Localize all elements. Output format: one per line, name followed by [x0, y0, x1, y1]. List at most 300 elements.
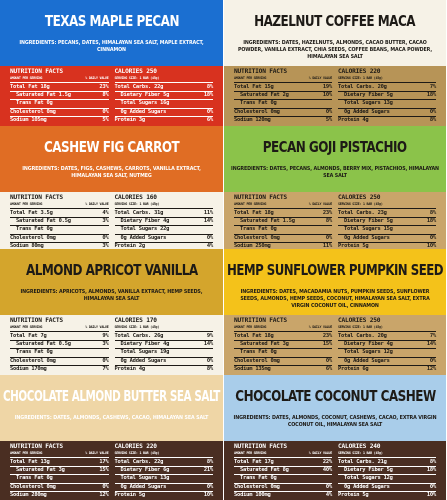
calories-heading: [338, 195, 436, 209]
nutrition-right-column: [115, 444, 214, 500]
nutrient-label: Cholesterol 0mg: [234, 108, 280, 115]
nutrient-label: Total Carbs. 22g: [114, 459, 164, 465]
nutrient-value: 6%: [206, 116, 213, 123]
calories-value: CALORIES 220: [114, 443, 157, 450]
product-header: [224, 249, 446, 315]
product-panel: [0, 0, 224, 126]
nutrient-value: 3%: [102, 218, 109, 225]
nutrient-value: 11%: [322, 242, 332, 249]
product-header: [0, 126, 223, 192]
nutrition-row: [10, 226, 109, 234]
nutrient-label: Dietary Fiber 6g: [120, 467, 170, 474]
nutrition-row: [115, 92, 214, 100]
serving-size: SERVING SIZE: 1 BAR (45g): [114, 451, 160, 455]
nutrient-value: 4%: [206, 242, 213, 249]
nutrient-value: 17%: [99, 459, 109, 465]
nutrient-label: Total Carbs. 20g: [338, 84, 387, 90]
ingredients-text: INGREDIENTS: DATES, HAZELNUTS, ALMONDS, CACAO BUTTER, CACAO POWDER, VANILLA EXTRACT, CHIA SEEDS, COFFEE BEANS, MACA POWDER, HIMALAYAN SEA SALT: [237, 40, 433, 60]
nutrient-label: Cholesterol 0mg: [10, 108, 56, 115]
nutrient-label: 0g Added Sugars: [120, 357, 167, 364]
nutrition-left-column: [10, 318, 109, 375]
product-title: HAZELNUT COFFEE MACA: [254, 12, 416, 30]
nutrition-row: [234, 92, 332, 100]
nutrition-row: [234, 210, 332, 218]
nutrition-row: [10, 117, 109, 124]
nutrition-row: [338, 210, 436, 218]
nutrient-value: 0%: [102, 108, 109, 115]
nutrient-label: Protein 2g: [114, 242, 145, 249]
nutrient-value: 18%: [426, 92, 436, 99]
nutrient-label: Protein 3g: [114, 116, 145, 123]
nutrient-value: 10%: [203, 491, 213, 498]
nutrition-row: [115, 349, 214, 357]
nutrient-label: Cholesterol 0mg: [234, 357, 280, 364]
nutrition-heading: [10, 444, 109, 458]
nutrition-row: [115, 358, 214, 366]
nutrient-value: 21%: [203, 467, 213, 474]
product-title: CHOCOLATE ALMOND BUTTER SEA SALT: [3, 387, 220, 405]
nutrient-value: 0%: [206, 357, 213, 364]
ingredients-text: INGREDIENTS: DATES, MACADAMIA NUTS, PUMPKIN SEEDS, SUNFLOWER SEEDS, ALMONDS, HEMP SEEDS, COCONUT, HIMALAYAN SEA SALT, EXTRA VIRGIN COCONUT OIL, CINNAMON: [240, 289, 430, 309]
nutrient-label: Dietary Fiber 5g: [120, 92, 170, 99]
nutrient-label: Protein 6g: [338, 365, 369, 372]
ingredients-text: INGREDIENTS: DATES, FIGS, CASHEWS, CARROTS, VANILLA EXTRACT, HIMALAYAN SEA SALT, NUTMEG: [22, 166, 201, 179]
nutrient-label: Total Fat 3.5g: [10, 210, 53, 216]
serving-size: SERVING SIZE: 1 BAR (45g): [114, 325, 160, 329]
nutrient-label: Saturated Fat 3g: [16, 467, 65, 474]
nutrient-label: Cholesterol 0mg: [10, 234, 56, 241]
product-panel: [224, 375, 447, 500]
nutrient-value: 14%: [203, 341, 213, 348]
nutrient-label: Total Sugars 13g: [120, 475, 170, 482]
nutrition-right-column: [115, 318, 214, 375]
nutrient-value: 0%: [206, 483, 213, 490]
nutrition-row: [115, 341, 214, 349]
nutrient-label: Saturated Fat 0.5g: [16, 218, 71, 225]
nutrition-right-column: [338, 69, 436, 126]
nutrient-label: Sodium 280mg: [10, 491, 47, 498]
ingredients-text: INGREDIENTS: APRICOTS, ALMONDS, VANILLA EXTRACT, HEMP SEEDS, HIMALAYAN SEA SALT: [20, 289, 203, 302]
nutrient-label: Sodium 120mg: [234, 116, 271, 123]
nutrient-value: 3%: [102, 341, 109, 348]
nutrition-row: [115, 226, 214, 234]
nutrient-value: 14%: [426, 341, 436, 348]
calories-value: CALORIES 170: [114, 317, 157, 324]
nutrition-row: [338, 459, 436, 467]
nutrition-row: [338, 349, 436, 357]
nutrient-value: 3%: [102, 242, 109, 249]
nutrient-label: Trans Fat 0g: [16, 349, 53, 356]
nutrient-label: Total Sugars 12g: [344, 475, 393, 482]
nutrition-row: [234, 349, 332, 357]
nutrition-row: [115, 459, 214, 467]
nutrient-label: 0g Added Sugars: [344, 234, 390, 241]
nutrient-label: Cholesterol 0mg: [234, 483, 280, 490]
nutrient-value: 6%: [325, 365, 332, 372]
nutrition-row: [10, 492, 109, 499]
amount-per-serving: AMOUNT PER SERVING: [10, 325, 43, 329]
nutrition-row: [338, 109, 436, 117]
nutrient-label: Total Sugars 13g: [344, 100, 393, 107]
nutrient-label: 0g Added Sugars: [344, 108, 390, 115]
nutrient-value: 10%: [426, 242, 436, 249]
nutrient-label: Saturated Fat 0.5g: [16, 341, 71, 348]
calories-value: CALORIES 160: [114, 194, 157, 201]
nutrition-row: [234, 235, 332, 243]
calories-value: CALORIES 240: [338, 443, 381, 450]
nutrient-label: Protein 4g: [114, 365, 145, 372]
nutrition-row: [10, 341, 109, 349]
nutrition-facts-title: NUTRITION FACTS: [10, 317, 63, 324]
nutrient-value: 23%: [99, 84, 109, 90]
nutrition-row: [338, 475, 436, 483]
daily-value-label: % DAILY VALUE: [85, 202, 109, 206]
nutrition-row: [234, 226, 332, 234]
product-header: [0, 249, 223, 315]
nutrient-label: Protein 5g: [338, 242, 369, 249]
nutrient-label: Saturated Fat 1.5g: [16, 92, 71, 99]
amount-per-serving: AMOUNT PER SERVING: [234, 76, 267, 80]
nutrient-value: 23%: [322, 333, 332, 339]
nutrition-row: [338, 467, 436, 475]
nutrient-value: 18%: [203, 92, 213, 99]
nutrition-left-column: [10, 69, 109, 126]
nutrition-row: [234, 117, 332, 124]
nutrition-facts: [0, 315, 223, 375]
serving-size: SERVING SIZE: 1 BAR (45g): [338, 325, 383, 329]
nutrient-label: Total Fat 18g: [234, 333, 274, 339]
calories-value: CALORIES 250: [338, 317, 381, 324]
nutrient-value: 4%: [325, 491, 332, 498]
nutrition-facts: [224, 441, 446, 500]
calories-value: CALORIES 250: [114, 68, 157, 75]
nutrient-value: 11%: [203, 210, 213, 216]
nutrient-label: Dietary Fiber 5g: [344, 467, 393, 474]
nutrition-left-column: [234, 318, 332, 375]
nutrition-row: [115, 492, 214, 499]
daily-value-label: % DAILY VALUE: [85, 76, 109, 80]
product-header: [224, 375, 446, 441]
nutrition-row: [338, 226, 436, 234]
ingredients-text: INGREDIENTS: DATES, ALMONDS, CASHEWS, CACAO, HIMALAYAN SEA SALT: [14, 415, 209, 421]
nutrition-facts: [0, 441, 223, 500]
nutrient-label: 0g Added Sugars: [120, 234, 167, 241]
nutrition-right-column: [115, 195, 214, 249]
nutrient-label: Trans Fat 0g: [240, 475, 277, 482]
nutrient-label: 0g Added Sugars: [120, 108, 167, 115]
nutrition-row: [234, 109, 332, 117]
nutrient-label: Total Fat 7g: [10, 333, 47, 339]
nutrition-row: [234, 475, 332, 483]
nutrient-value: 14%: [203, 218, 213, 225]
nutrient-label: Total Fat 18g: [234, 210, 274, 216]
nutrient-label: Total Sugars 22g: [120, 226, 170, 233]
nutrition-right-column: [338, 444, 436, 500]
nutrient-label: Saturated Fat 2g: [240, 92, 289, 99]
nutrient-label: Dietary Fiber 4g: [344, 341, 393, 348]
product-header: [0, 375, 223, 441]
calories-value: CALORIES 250: [338, 194, 381, 201]
nutrition-row: [338, 341, 436, 349]
nutrition-row: [338, 84, 436, 92]
nutrition-row: [234, 100, 332, 108]
nutrient-label: Dietary Fiber 4g: [120, 218, 170, 225]
nutrient-value: 0%: [206, 108, 213, 115]
nutrient-label: Sodium 80mg: [10, 242, 44, 249]
nutrition-row: [115, 366, 214, 373]
calories-heading: [115, 69, 214, 83]
nutrition-row: [338, 92, 436, 100]
amount-per-serving: AMOUNT PER SERVING: [234, 202, 267, 206]
serving-size: SERVING SIZE: 1 BAR (45g): [114, 76, 160, 80]
nutrient-label: Total Fat 13g: [10, 459, 50, 465]
nutrition-left-column: [10, 195, 109, 249]
nutrient-label: Sodium 100mg: [234, 491, 271, 498]
nutrient-value: 0%: [429, 108, 436, 115]
nutrition-row: [10, 475, 109, 483]
nutrition-row: [10, 366, 109, 373]
nutrition-row: [115, 210, 214, 218]
product-header: [224, 0, 446, 66]
nutrient-value: 0%: [325, 357, 332, 364]
nutrition-row: [10, 109, 109, 117]
product-panel: [224, 0, 447, 126]
nutrient-label: Saturated Fat 3g: [240, 341, 289, 348]
nutrition-row: [10, 333, 109, 341]
nutrition-facts: [224, 315, 446, 375]
nutrition-left-column: [234, 195, 332, 249]
daily-value-label: % DAILY VALUE: [85, 451, 109, 455]
calories-heading: [115, 318, 214, 332]
nutrient-label: Total Carbs. 26g: [114, 333, 164, 339]
amount-per-serving: AMOUNT PER SERVING: [234, 451, 267, 455]
nutrition-row: [10, 349, 109, 357]
nutrition-facts-title: NUTRITION FACTS: [10, 443, 63, 450]
nutrition-row: [338, 100, 436, 108]
nutrient-label: 0g Added Sugars: [344, 357, 390, 364]
nutrient-value: 40%: [322, 467, 332, 474]
nutrition-row: [234, 333, 332, 341]
nutrient-value: 8%: [429, 116, 436, 123]
nutrition-facts: [0, 66, 223, 126]
calories-heading: [338, 318, 436, 332]
nutrient-label: Cholesterol 0mg: [10, 357, 56, 364]
nutrition-row: [10, 84, 109, 92]
nutrition-row: [115, 100, 214, 108]
nutrient-label: Trans Fat 0g: [16, 100, 53, 107]
amount-per-serving: AMOUNT PER SERVING: [10, 451, 43, 455]
ingredients-text: INGREDIENTS: PECANS, DATES, HIMALAYAN SEA SALT, MAPLE EXTRACT, CINNAMON: [19, 40, 204, 53]
nutrition-row: [234, 459, 332, 467]
nutrition-row: [338, 333, 436, 341]
nutrient-value: 0%: [102, 357, 109, 364]
nutrition-heading: [234, 318, 332, 332]
nutrient-value: 12%: [426, 365, 436, 372]
nutrient-label: Sodium 135mg: [234, 365, 271, 372]
nutrition-row: [10, 235, 109, 243]
nutrient-value: 0%: [206, 234, 213, 241]
nutrient-label: Dietary Fiber 5g: [344, 92, 393, 99]
nutrient-value: 0%: [325, 108, 332, 115]
nutrition-row: [234, 484, 332, 492]
nutrition-facts-title: NUTRITION FACTS: [10, 194, 63, 201]
nutrient-label: Total Carbs. 31g: [114, 210, 164, 216]
nutrient-value: 0%: [325, 483, 332, 490]
daily-value-label: % DAILY VALUE: [308, 76, 332, 80]
nutrition-right-column: [338, 318, 436, 375]
serving-size: SERVING SIZE: 1 BAR (45g): [338, 451, 383, 455]
nutrient-label: Trans Fat 0g: [240, 226, 277, 233]
nutrient-value: 0%: [325, 234, 332, 241]
nutrition-heading: [10, 318, 109, 332]
nutrient-value: 15%: [322, 341, 332, 348]
nutrient-value: 9%: [102, 333, 109, 339]
nutrition-heading: [234, 195, 332, 209]
nutrition-row: [115, 484, 214, 492]
nutrition-right-column: [338, 195, 436, 249]
nutrient-value: 7%: [429, 333, 436, 339]
product-panel: [224, 249, 447, 375]
calories-heading: [338, 69, 436, 83]
product-title: TEXAS MAPLE PECAN: [44, 12, 179, 30]
nutrient-value: 8%: [102, 92, 109, 99]
nutrition-facts-title: NUTRITION FACTS: [234, 194, 287, 201]
nutrient-value: 8%: [206, 459, 213, 465]
nutrient-value: 18%: [426, 218, 436, 225]
nutrient-value: 0%: [102, 483, 109, 490]
nutrient-value: 23%: [322, 210, 332, 216]
amount-per-serving: AMOUNT PER SERVING: [234, 325, 267, 329]
nutrient-value: 0%: [429, 234, 436, 241]
nutrient-value: 8%: [429, 459, 436, 465]
nutrient-label: Total Fat 17g: [234, 459, 274, 465]
nutrition-row: [338, 492, 436, 499]
nutrient-label: Protein 5g: [114, 491, 145, 498]
nutrition-row: [10, 210, 109, 218]
nutrition-row: [338, 235, 436, 243]
nutrient-value: 4%: [102, 210, 109, 216]
product-title: ALMOND APRICOT VANILLA: [25, 261, 198, 279]
ingredients-text: INGREDIENTS: DATES, ALMONDS, COCONUT, CASHEWS, CACAO, EXTRA VIRGIN COCONUT OIL, HIMALAYAN SEA SALT: [233, 415, 437, 428]
nutrient-label: Dietary Fiber 5g: [344, 218, 393, 225]
nutrition-heading: [10, 195, 109, 209]
product-panel: [0, 249, 224, 375]
nutrient-label: Trans Fat 0g: [16, 475, 53, 482]
nutrition-row: [10, 92, 109, 100]
product-header: [0, 0, 223, 66]
daily-value-label: % DAILY VALUE: [85, 325, 109, 329]
daily-value-label: % DAILY VALUE: [308, 325, 332, 329]
nutrient-label: Total Carbs. 22g: [114, 84, 164, 90]
nutrition-facts: [0, 192, 223, 249]
nutrient-value: 7%: [102, 365, 109, 372]
nutrition-row: [234, 467, 332, 475]
nutrient-value: 22%: [322, 459, 332, 465]
nutrient-label: Total Carbs. 21g: [338, 459, 387, 465]
calories-heading: [115, 444, 214, 458]
nutrition-row: [338, 358, 436, 366]
nutrient-value: 8%: [429, 210, 436, 216]
nutrition-row: [234, 341, 332, 349]
nutrition-left-column: [10, 444, 109, 500]
nutrient-label: Total Fat 15g: [234, 84, 274, 90]
nutrition-row: [234, 218, 332, 226]
nutrient-value: 12%: [99, 491, 109, 498]
nutrient-value: 18%: [426, 467, 436, 474]
nutrition-row: [10, 100, 109, 108]
nutrition-facts-title: NUTRITION FACTS: [234, 317, 287, 324]
nutrient-value: 0%: [429, 483, 436, 490]
nutrition-row: [115, 218, 214, 226]
product-title: PECAN GOJI PISTACHIO: [263, 138, 407, 156]
nutrition-row: [234, 84, 332, 92]
nutrient-label: Trans Fat 0g: [240, 100, 277, 107]
nutrient-value: 10%: [426, 491, 436, 498]
nutrient-value: 5%: [102, 116, 109, 123]
amount-per-serving: AMOUNT PER SERVING: [10, 76, 43, 80]
nutrition-heading: [234, 444, 332, 458]
nutrient-value: 0%: [429, 357, 436, 364]
product-panel: [0, 375, 224, 500]
product-title: CASHEW FIG CARROT: [43, 138, 180, 156]
nutrient-label: Cholesterol 0mg: [234, 234, 280, 241]
nutrient-value: 15%: [99, 467, 109, 474]
nutrition-row: [115, 235, 214, 243]
nutrition-row: [10, 218, 109, 226]
product-header: [224, 126, 446, 192]
nutrition-row: [115, 109, 214, 117]
nutrient-label: Total Carbs. 20g: [338, 333, 387, 339]
nutrition-row: [338, 117, 436, 124]
nutrient-label: Total Sugars 15g: [344, 226, 393, 233]
nutrient-label: 0g Added Sugars: [120, 483, 167, 490]
nutrient-value: 5%: [325, 116, 332, 123]
nutrient-label: Trans Fat 0g: [240, 349, 277, 356]
nutrition-row: [115, 475, 214, 483]
nutrient-value: 19%: [322, 84, 332, 90]
nutrient-label: Saturated Fat 1.5g: [240, 218, 295, 225]
nutrient-value: 7%: [429, 84, 436, 90]
nutrient-value: 10%: [322, 92, 332, 99]
nutrition-left-column: [234, 69, 332, 126]
nutrient-label: Dietary Fiber 4g: [120, 341, 170, 348]
nutrient-label: Protein 4g: [338, 116, 369, 123]
nutrition-row: [10, 358, 109, 366]
nutrient-label: 0g Added Sugars: [344, 483, 390, 490]
nutrition-facts-title: NUTRITION FACTS: [234, 443, 287, 450]
product-title: CHOCOLATE COCONUT CASHEW: [234, 387, 436, 405]
nutrition-left-column: [234, 444, 332, 500]
product-panel: [0, 126, 224, 249]
nutrition-row: [115, 117, 214, 124]
nutrition-row: [234, 492, 332, 499]
nutrient-value: 0%: [102, 234, 109, 241]
nutrition-row: [115, 467, 214, 475]
nutrient-label: Total Carbs. 23g: [338, 210, 387, 216]
nutrition-row: [10, 484, 109, 492]
serving-size: SERVING SIZE: 1 BAR (45g): [114, 202, 160, 206]
nutrient-value: 8%: [206, 84, 213, 90]
nutrient-label: Cholesterol 0mg: [10, 483, 56, 490]
calories-heading: [115, 195, 214, 209]
nutrition-row: [338, 484, 436, 492]
product-panel: [224, 126, 447, 249]
nutrition-row: [115, 84, 214, 92]
nutrient-label: Sodium 105mg: [10, 116, 47, 123]
nutrition-row: [10, 467, 109, 475]
calories-heading: [338, 444, 436, 458]
serving-size: SERVING SIZE: 1 BAR (45g): [338, 202, 383, 206]
